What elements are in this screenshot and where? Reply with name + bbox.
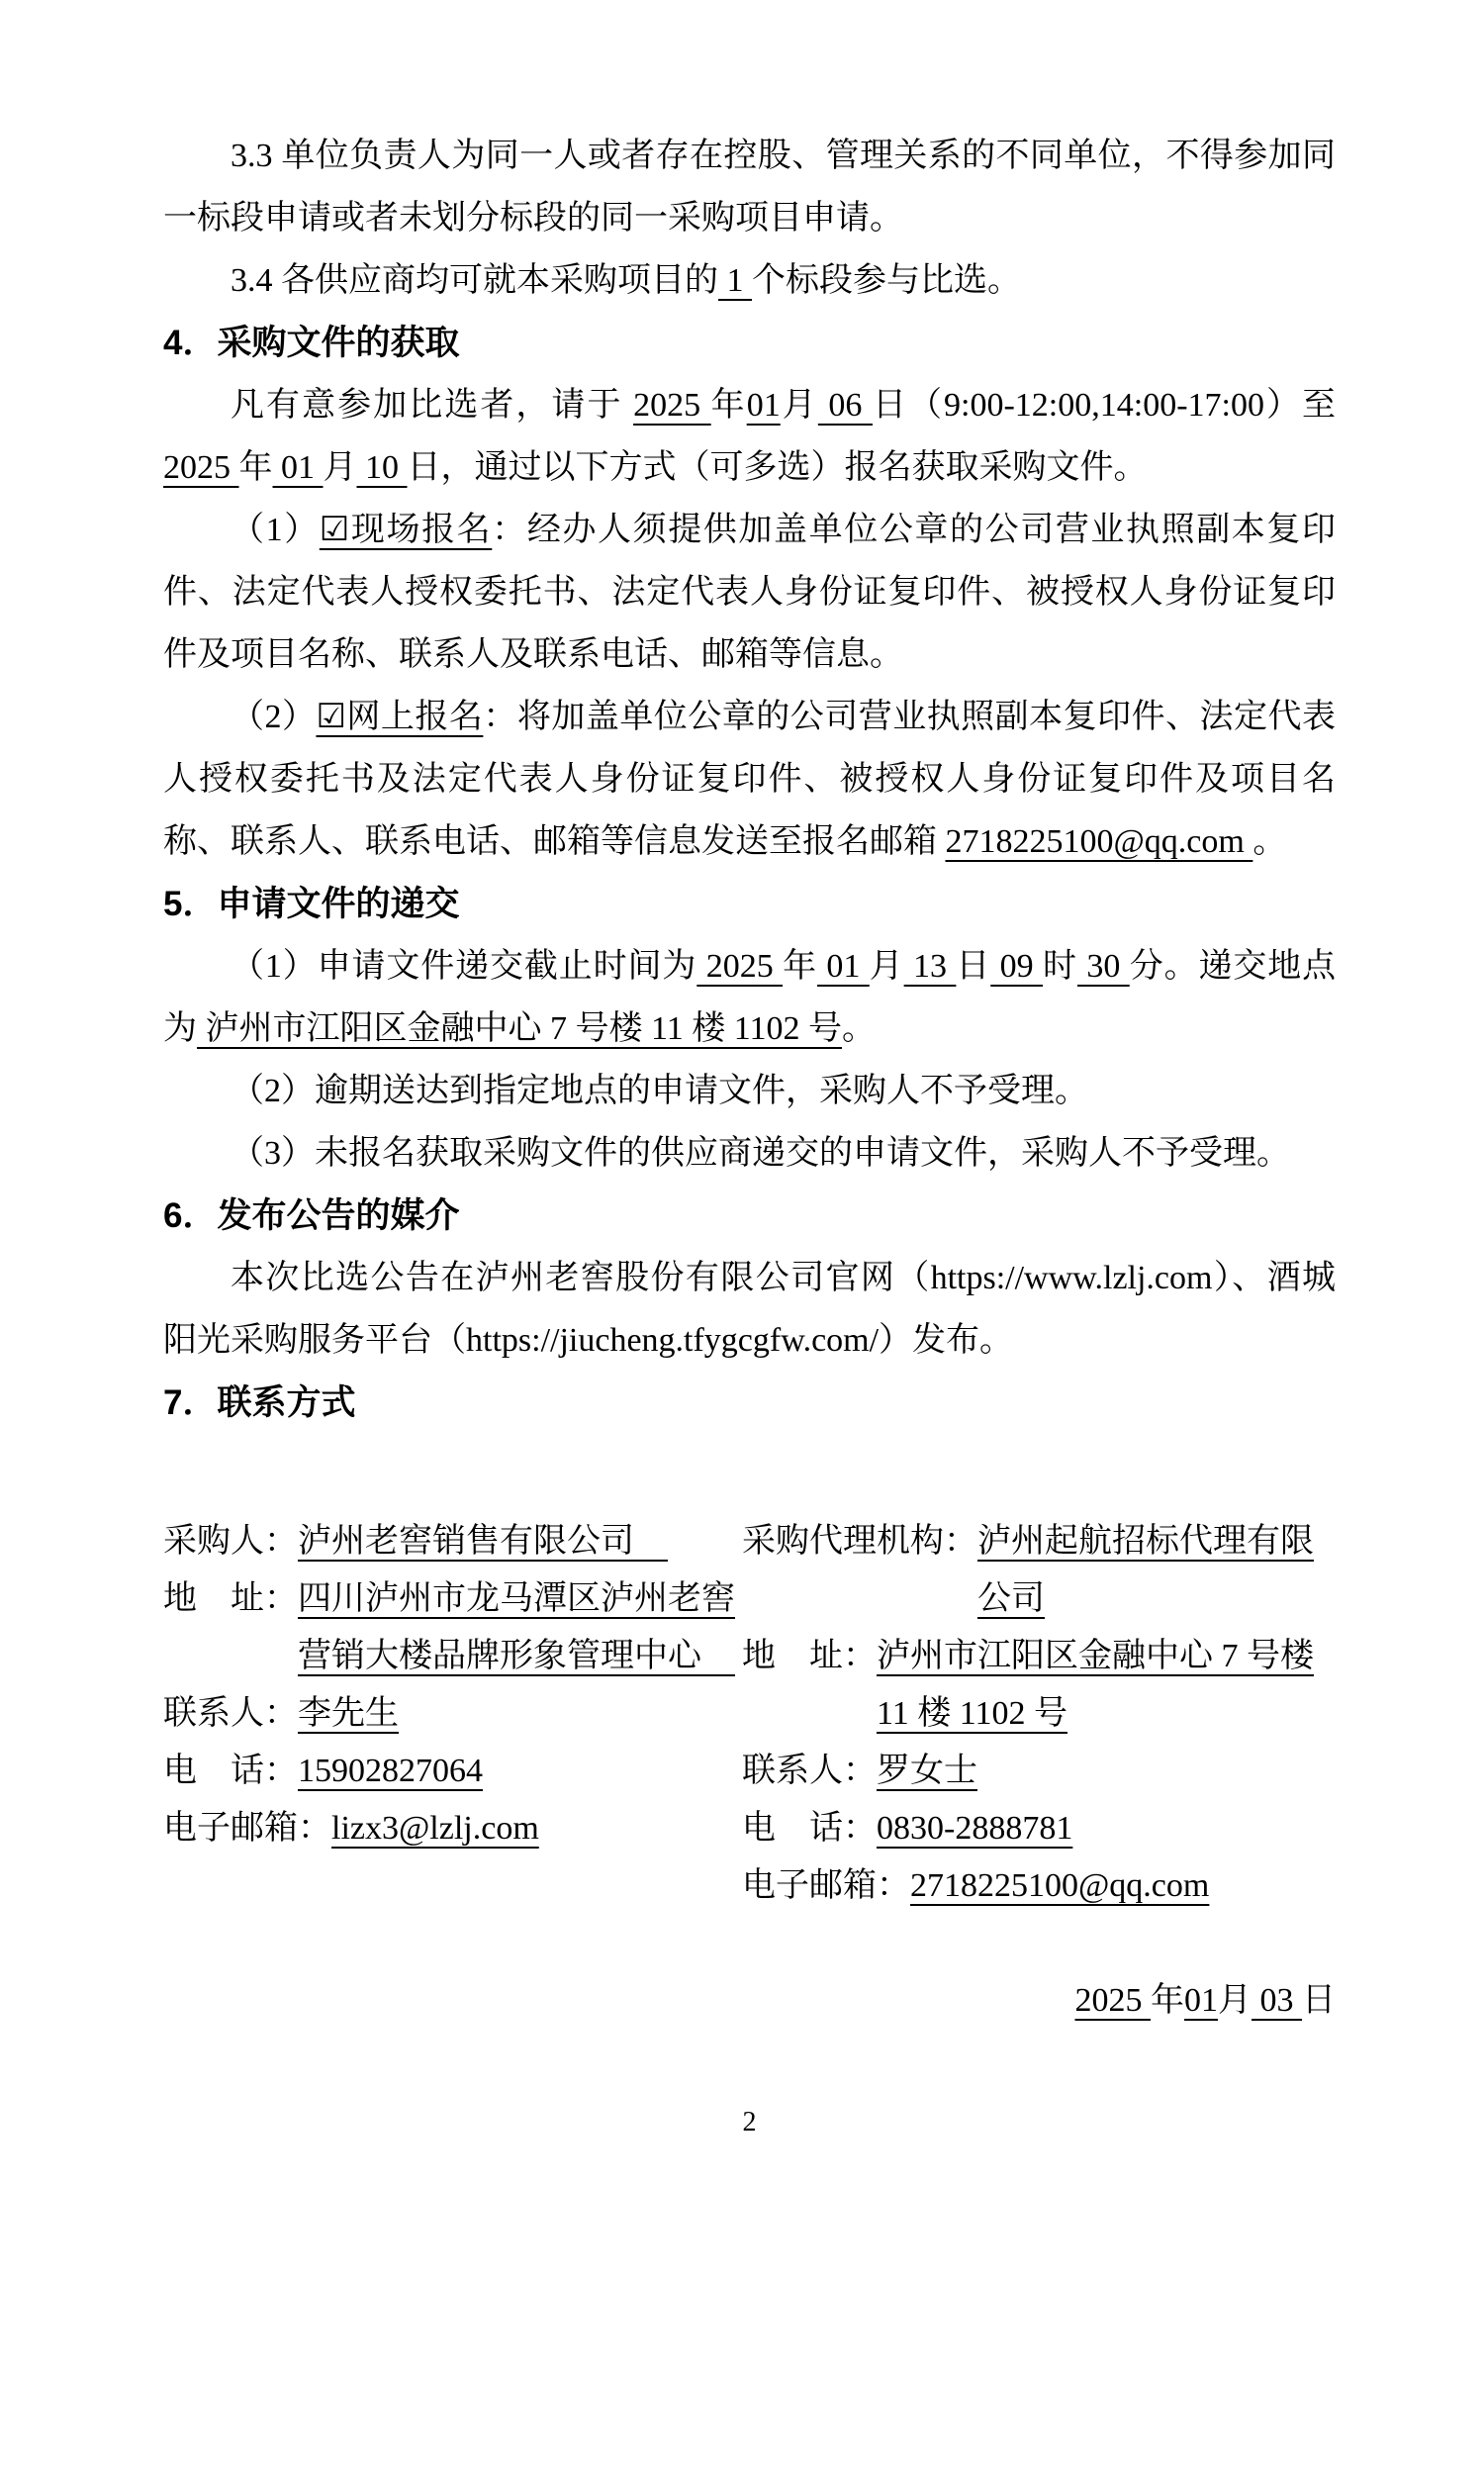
contact-label: 电 话： — [742, 1810, 877, 1847]
contact-row — [742, 1628, 1336, 1743]
text-run: 。 — [1252, 823, 1287, 860]
lot-count-value: 1 — [718, 262, 752, 299]
text-run: 年 — [1151, 1982, 1184, 2019]
text-run: 本次比选公告在泸州老窖股份有限公司官网（https://www.lzlj.com）、酒城阳光采购服务平台（https://jiucheng.tfygcgfw.com/）发布。 — [163, 1260, 1336, 1359]
contact-row — [163, 1570, 742, 1685]
deadline-month-value: 01 — [816, 948, 870, 985]
paragraph — [163, 1060, 1336, 1122]
text-run: （3）未报名获取采购文件的供应商递交的申请文件，采购人不予受理。 — [231, 1135, 1290, 1172]
purchaser-address: 四川泸州市龙马潭区泸州老窖营销大楼品牌形象管理中心 — [298, 1580, 735, 1674]
purchaser-contact-column — [163, 1513, 742, 1915]
start-day-value: 06 — [817, 387, 873, 424]
paragraph — [163, 686, 1336, 873]
agency-name: 泸州起航招标代理有限公司 — [977, 1523, 1314, 1617]
text-run: 6．发布公告的媒介 — [163, 1196, 460, 1235]
contact-label: 采购代理机构： — [742, 1523, 977, 1560]
contact-row — [742, 1743, 1336, 1800]
text-run: 年 — [238, 449, 273, 486]
text-run: 年 — [710, 387, 747, 424]
paragraph — [163, 935, 1336, 1060]
paragraph — [163, 249, 1336, 312]
agency-email: 2718225100@qq.com — [910, 1867, 1210, 1904]
issue-month-value: 01 — [1184, 1982, 1218, 2019]
end-month-value: 01 — [272, 449, 324, 486]
text-run: （1） — [231, 512, 320, 548]
start-month-value: 01 — [746, 387, 781, 424]
paragraph — [163, 1247, 1336, 1372]
end-day-value: 10 — [356, 449, 408, 486]
text-run: ：将加盖单位公章的公司营业执照副本复印件、法定代表人授权委托书及法定代表人身份证复印件、被授权人身份证复印件及项目名称、联系人、联系电话、邮箱等信息发送至报名邮箱 — [163, 699, 1337, 860]
purchaser-phone: 15902827064 — [298, 1753, 483, 1789]
contact-label: 电 话： — [163, 1753, 298, 1789]
section-heading — [163, 1185, 1336, 1247]
contact-label: 联系人： — [163, 1695, 298, 1732]
issue-day-value: 03 — [1252, 1982, 1302, 2019]
text-run: 3.3 单位负责人为同一人或者存在控股、管理关系的不同单位，不得参加同一标段申请或者未划分标段的同一采购项目申请。 — [163, 138, 1336, 237]
contact-label: 电子邮箱： — [163, 1810, 331, 1847]
text-run: 。 — [841, 1010, 876, 1047]
purchaser-email: lizx3@lzlj.com — [331, 1810, 539, 1847]
paragraph — [163, 125, 1336, 249]
submission-address-value: 泸州市江阳区金融中心 7 号楼 11 楼 1102 号 — [197, 1010, 842, 1047]
text-run: ：经办人须提供加盖单位公章的公司营业执照副本复印件、法定代表人授权委托书、法定代表人身份证复印件、被授权人身份证复印件及项目名称、联系人及联系电话、邮箱等信息。 — [163, 512, 1337, 673]
text-run: （2）逾期送达到指定地点的申请文件，采购人不予受理。 — [231, 1073, 1088, 1109]
deadline-year-value: 2025 — [696, 948, 784, 985]
contact-row — [163, 1800, 742, 1857]
paragraph — [163, 374, 1336, 499]
text-run: 年 — [783, 948, 817, 985]
contact-section — [163, 1513, 1336, 1915]
text-run: 月 — [323, 449, 357, 486]
text-run: 日，通过以下方式（可多选）报名获取采购文件。 — [407, 449, 1148, 486]
text-run: 月 — [1218, 1982, 1252, 2019]
contact-row — [742, 1513, 1336, 1628]
text-run: 日 — [1302, 1982, 1336, 2019]
contact-row — [742, 1800, 1336, 1857]
text-run: （2） — [231, 699, 317, 735]
section-heading — [163, 312, 1336, 374]
contact-label: 采购人： — [163, 1523, 298, 1560]
section-heading — [163, 1372, 1336, 1434]
deadline-hour-value: 09 — [990, 948, 1044, 985]
text-run: 日（9:00-12:00,14:00-17:00）至 — [872, 387, 1337, 424]
text-run: 分。递交地点为 — [163, 948, 1337, 1047]
contact-label: 联系人： — [742, 1753, 877, 1789]
paragraph — [163, 499, 1336, 686]
text-run: 月 — [869, 948, 904, 985]
purchaser-contact-person: 李先生 — [298, 1695, 399, 1732]
text-run: 3.4 各供应商均可就本采购项目的 — [231, 262, 718, 299]
agency-address: 泸州市江阳区金融中心 7 号楼 11 楼 1102 号 — [877, 1638, 1314, 1732]
agency-contact-person: 罗女士 — [877, 1753, 977, 1789]
page-number: 2 — [742, 2107, 757, 2138]
agency-phone: 0830-2888781 — [877, 1810, 1073, 1847]
online-signup-checkbox-checked: ☑网上报名 — [316, 699, 484, 735]
issue-year-value: 2025 — [1074, 1982, 1151, 2019]
contact-label: 地 址： — [742, 1638, 877, 1674]
section-heading — [163, 873, 1336, 935]
text-run: 日 — [956, 948, 991, 985]
text-run: 个标段参与比选。 — [752, 262, 1021, 299]
text-run: 月 — [780, 387, 818, 424]
onsite-signup-checkbox-checked: ☑现场报名 — [319, 512, 493, 548]
text-run: （1）申请文件递交截止时间为 — [231, 948, 697, 985]
purchaser-name: 泸州老窖销售有限公司 — [298, 1523, 668, 1560]
paragraph — [163, 1122, 1336, 1185]
text-run: 时 — [1043, 948, 1077, 985]
text-run: 7．联系方式 — [163, 1383, 356, 1422]
contact-row — [742, 1857, 1336, 1915]
deadline-minute-value: 30 — [1076, 948, 1130, 985]
document-issue-date — [163, 1970, 1336, 2032]
deadline-day-value: 13 — [903, 948, 957, 985]
contact-label: 电子邮箱： — [742, 1867, 910, 1904]
signup-email-value: 2718225100@qq.com — [945, 823, 1253, 860]
contact-row — [163, 1513, 742, 1570]
start-year-value: 2025 — [633, 387, 711, 424]
text-run: 5．申请文件的递交 — [163, 885, 460, 923]
agency-contact-column — [742, 1513, 1336, 1915]
text-run: 凡有意参加比选者，请于 — [231, 387, 634, 424]
contact-label: 地 址： — [163, 1580, 298, 1617]
document-body — [163, 125, 1336, 1434]
text-run: 4．采购文件的获取 — [163, 324, 460, 362]
contact-row — [163, 1743, 742, 1800]
contact-row — [163, 1685, 742, 1743]
end-year-value: 2025 — [163, 449, 239, 486]
